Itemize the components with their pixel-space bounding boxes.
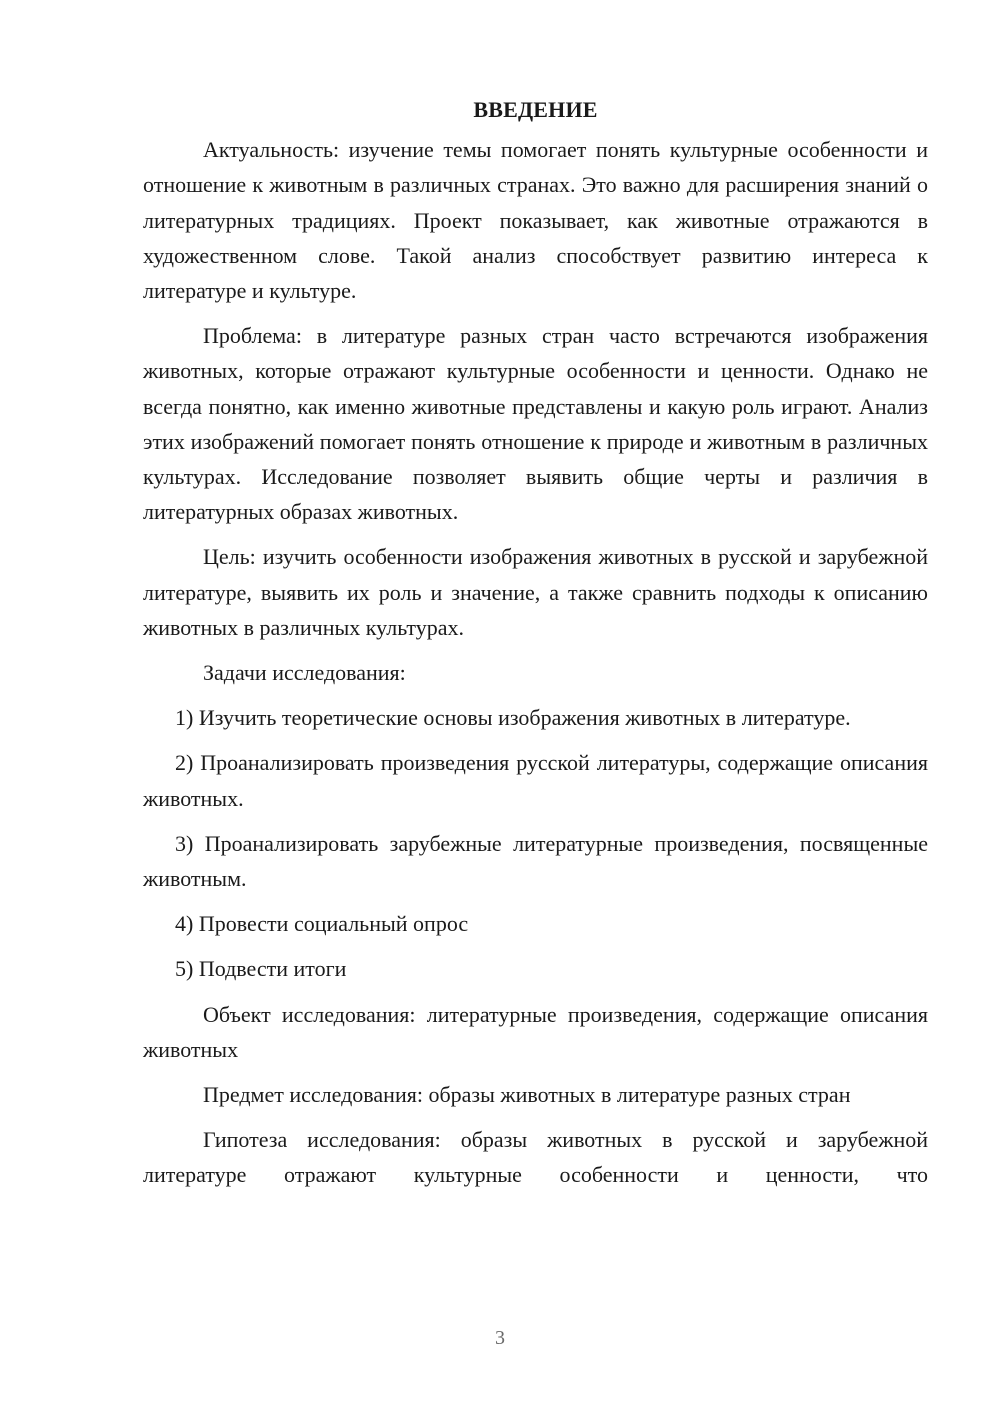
subject-paragraph: Предмет исследования: образы животных в литературе разных стран: [203, 1082, 851, 1108]
document-title: ВВЕДЕНИЕ: [473, 97, 598, 122]
tasks-heading: Задачи исследования:: [203, 660, 406, 686]
task-item-2: 2) Проанализировать произведения русской литературы, содержащие описания животных.: [143, 750, 928, 811]
task-item-5: 5) Подвести итоги: [175, 956, 347, 982]
task-item-3: 3) Проанализировать зарубежные литературные произведения, посвященные животным.: [143, 830, 928, 892]
document-page: [143, 92, 928, 1203]
relevance-paragraph: Актуальность: изучение темы помогает понять культурные особенности и отношение к животным в различных странах. Это важно для расширения знаний о литературных традициях. Проект показывает, как животные отражаются в художественном слове. Такой анализ способствует развитию интереса к литературе и культуре.: [143, 137, 928, 304]
hypothesis-paragraph: Гипотеза исследования: образы животных в русской и зарубежной литературе отражают культурные особенности и ценности, что: [143, 1127, 928, 1188]
goal-paragraph: Цель: изучить особенности изображения животных в русской и зарубежной литературе, выявить их роль и значение, а также сравнить подходы к описанию животных в различных культурах.: [143, 544, 928, 640]
object-paragraph: Объект исследования: литературные произведения, содержащие описания животных: [143, 1001, 928, 1062]
page-number: 3: [495, 1327, 505, 1349]
task-item-1: 1) Изучить теоретические основы изображения животных в литературе.: [175, 705, 851, 731]
problem-paragraph: Проблема: в литературе разных стран часто встречаются изображения животных, которые отражают культурные особенности и ценности. Однако не всегда понятно, как именно животные представлены и какую роль играют. Анализ этих изображений помогает понять отношение к природе и животным в различных культурах. Исследование позволяет выявить общие черты и различия в литературных образах животных.: [143, 323, 928, 525]
task-item-4: 4) Провести социальный опрос: [175, 911, 469, 937]
